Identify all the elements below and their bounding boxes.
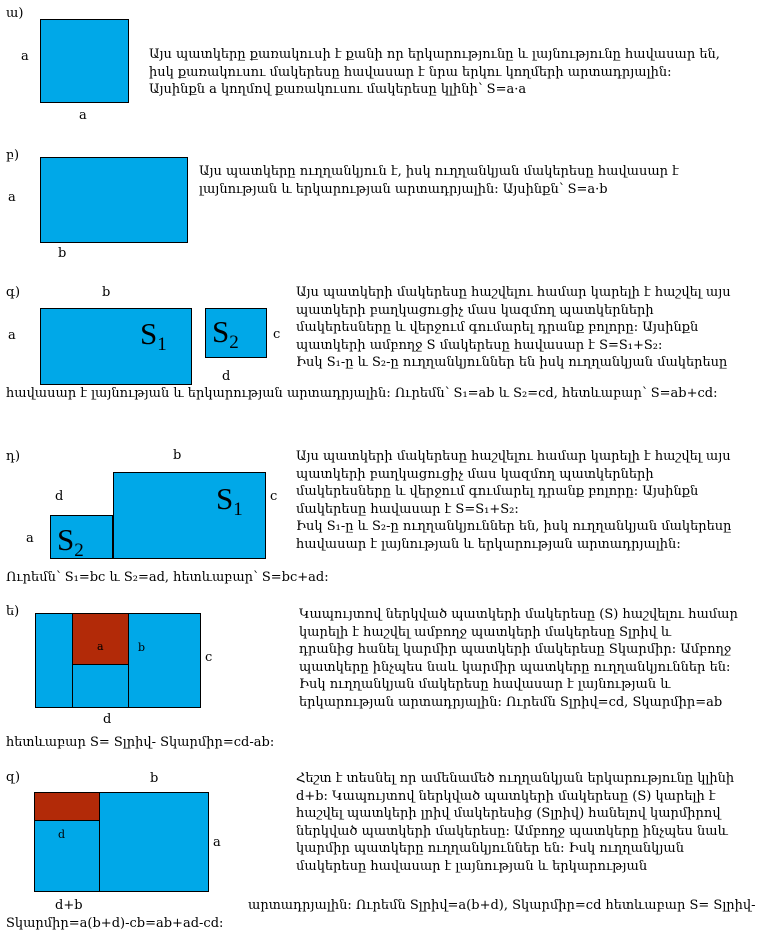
section-e-marker: ե) xyxy=(6,604,20,619)
section-c-conclusion: հավասար է լայնության և երկարության արտադրյալին: Ուրեմն՝ S₁=ab և S₂=cd, հետևաբար՝ S=ab+cd: xyxy=(6,386,718,401)
square-bottom-label: a xyxy=(79,108,87,123)
section-a-text xyxy=(149,46,720,99)
text-line: d+b: Կապույտով ներկված պատկերի մակերեսը (S) կարելի է xyxy=(296,788,716,804)
text-line: Կապույտով ներկված պատկերի մակերեսը (S) հաշվելու համար xyxy=(299,607,738,622)
inner-vertical-line xyxy=(128,665,129,708)
text-line: հավասար է լայնության և երկարության արտադրյալին: xyxy=(296,536,681,552)
text-line: Այս պատկերի մակերեսը հաշվելու համար կարելի է հաշվել այս xyxy=(296,285,731,300)
rect-s1-top-label: b xyxy=(173,448,182,463)
text-line: երկարության արտադրյալին: Ուրեմն Sլրիվ=cd, Sկարմիր=ab xyxy=(299,694,723,710)
text-line: իսկ քառակուսու մակերեսը հավասար է նրա երկու կողմերի արտադրյալին: xyxy=(149,64,672,80)
rect-s2-label: $S_2$ xyxy=(57,522,84,561)
big-rect-side-label: a xyxy=(213,835,221,850)
text-line: պատկերի ամբողջ S մակերեսը հավասար է S=S₁+S₂: xyxy=(296,337,663,353)
big-rect-bottom-label: d+b xyxy=(55,898,83,913)
text-line: Իսկ S₁-ը և S₂-ը ուղղանկյուններ են, իսկ ուղղանկյան մակերեսը xyxy=(296,519,732,534)
rectangle-bottom-label: b xyxy=(58,246,67,261)
section-b-text xyxy=(199,163,679,198)
section-c-marker: գ) xyxy=(6,285,21,300)
text-line: կարմիր պատկերը ուղղանկյուններ են: Իսկ ուղղանկյան xyxy=(296,841,684,856)
text-line: պատկերը ինչպես նաև կարմիր պատկերը ուղղանկյուններ են: xyxy=(299,659,731,675)
rect-s1-shape xyxy=(40,308,192,385)
text-line: Այսինքն a կողմով քառակուսու մակերեսը կլինի՝ S=a·a xyxy=(149,82,527,97)
text-line: մակերեսները և վերջում գումարել դրանք բոլորը: Այսինքն xyxy=(296,484,699,499)
inner-d-label: d xyxy=(58,828,66,841)
text-line: պատկերի բաղկացուցիչ մաս կազմող պատկերների xyxy=(296,466,654,482)
rect-s2-side-label: c xyxy=(273,327,281,342)
text-line: Այս պատկերը ուղղանկյուն է, իսկ ուղղանկյան մակերեսը հավասար է xyxy=(199,164,679,179)
text-line: Իսկ ուղղանկյան մակերեսը հավասար է լայնության և xyxy=(299,677,671,692)
rect-s1-side-label: c xyxy=(270,489,278,504)
text-line: մակերեսը հավասար է S=S₁+S₂: xyxy=(296,501,519,517)
text-line: արտադրյալին: Ուրեմն Sլրիվ=a(b+d), Sկարմիր=cd հետևաբար S= Sլրիվ- xyxy=(248,898,756,913)
text-line: Իսկ S₁-ը և S₂-ը ուղղանկյուններ են իսկ ուղղանկյան մակերեսը xyxy=(296,355,728,370)
section-d-conclusion: Ուրեմն՝ S₁=bc և S₂=ad, հետևաբար՝ S=bc+ad: xyxy=(6,570,329,585)
text-line: Այս պատկերը քառակուսի է քանի որ երկարությունը և լայնությունը հավասար են, xyxy=(149,47,720,62)
rect-s1-side-label: a xyxy=(8,328,16,343)
text-line: դրանից հանել կարմիր պատկերի մակերեսը Sկարմիր: Ամբողջ xyxy=(299,642,732,657)
section-f-conclusion: Sկարմիր=a(b+d)-cb=ab+ad-cd: xyxy=(6,916,224,931)
section-e-text xyxy=(299,606,738,711)
red-rectangle-shape xyxy=(72,613,129,665)
rect-s1-top-label: b xyxy=(102,285,111,300)
text-line: պատկերի բաղկացուցիչ մաս կազմող պատկերների xyxy=(296,302,654,318)
text-line: մակերեսները և վերջում գումարել դրանք բոլորը: Այսինքն xyxy=(296,320,699,335)
section-c-text xyxy=(296,284,731,372)
section-e-conclusion: հետևաբար S= Sլրիվ- Sկարմիր=cd-ab: xyxy=(6,735,275,750)
square-shape xyxy=(40,19,129,103)
rect-s2-bottom-label: d xyxy=(222,369,231,384)
text-line: ներկված պատկերի մակերեսը: Ամբողջ պատկերը ինչպես նաև xyxy=(296,823,728,839)
text-line: հաշվել պատկերի լրիվ մակերեսից (Sլրիվ) հանելով կարմիրով xyxy=(296,806,721,821)
rect-s1-label: $S_1$ xyxy=(216,481,243,520)
rect-s2-side-label: a xyxy=(26,531,34,546)
section-f-text xyxy=(296,770,734,875)
rect-s1-label: $S_1$ xyxy=(140,316,167,355)
text-line: կարելի է հաշվել ամբողջ պատկերի մակերեսը Sլրիվ և xyxy=(299,624,672,640)
text-line: Այս պատկերի մակերեսը հաշվելու համար կարելի է հաշվել այս xyxy=(296,449,731,464)
outer-side-label: c xyxy=(205,650,213,665)
section-d-text xyxy=(296,448,731,553)
rect-s1-shape xyxy=(113,472,266,559)
inner-vertical-line xyxy=(99,821,100,892)
rectangle-shape xyxy=(40,157,188,243)
section-b-marker: բ) xyxy=(6,148,20,163)
section-d-marker: դ) xyxy=(6,449,21,464)
red-rect-label: a xyxy=(97,640,104,653)
inner-b-label: b xyxy=(138,641,146,654)
rectangle-side-label: a xyxy=(8,190,16,205)
inner-left-line xyxy=(72,665,73,708)
square-side-label: a xyxy=(21,49,29,64)
rect-s2-top-label: d xyxy=(55,489,64,504)
red-rectangle-shape xyxy=(34,792,100,821)
inner-horizontal-line xyxy=(72,664,129,665)
rect-s2-label: $S_2$ xyxy=(212,314,239,353)
text-line: մակերեսը հավասար է լայնության և երկարության xyxy=(296,858,648,874)
outer-bottom-label: d xyxy=(103,712,112,727)
section-f-marker: զ) xyxy=(6,770,21,785)
section-a-marker: ա) xyxy=(6,6,24,21)
text-line: Հեշտ է տեսնել որ ամենամեծ ուղղանկյան երկարությունը կլինի xyxy=(296,771,735,786)
big-rect-top-label: b xyxy=(150,771,159,786)
text-line: լայնության և երկարության արտադրյալին: Այսինքն՝ S=a·b xyxy=(199,181,608,197)
